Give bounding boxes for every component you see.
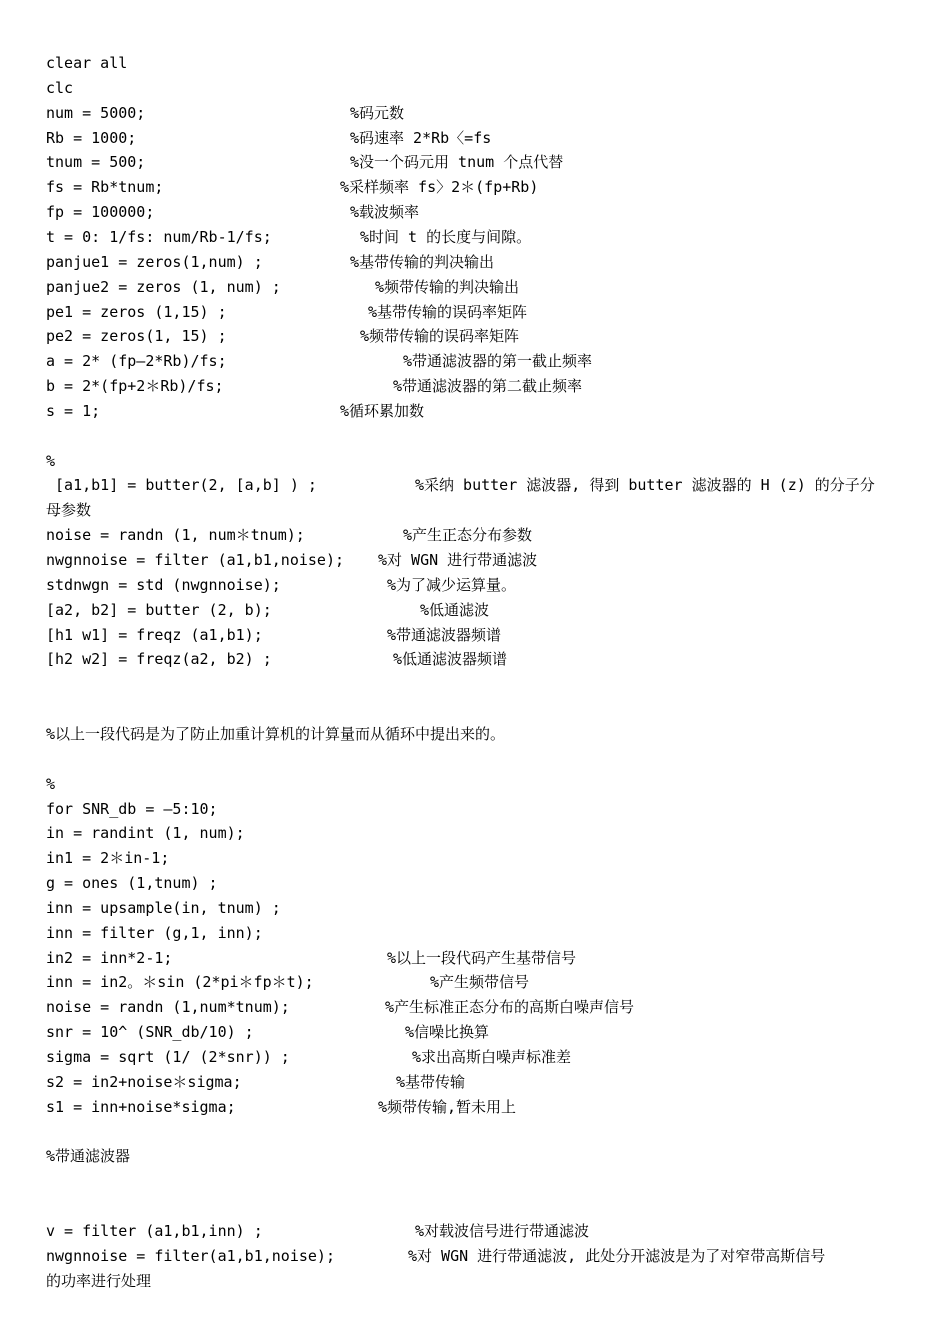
code-comment: %带通滤波器的第一截止频率 bbox=[403, 352, 593, 371]
code-line bbox=[46, 823, 930, 843]
code-line bbox=[46, 972, 930, 992]
code-text: fp = 100000; bbox=[46, 203, 155, 222]
code-comment: %没一个码元用 tnum 个点代替 bbox=[350, 153, 564, 172]
code-text: panjue1 = zeros(1,num) ; bbox=[46, 252, 263, 271]
code-comment: %载波频率 bbox=[350, 203, 420, 222]
code-line bbox=[46, 78, 930, 98]
code-text: inn = in2。＊sin (2*pi＊fp＊t); bbox=[46, 973, 314, 992]
code-line bbox=[46, 1072, 930, 1092]
code-comment: %码速率 2*Rb〈=fs bbox=[350, 128, 492, 147]
code-line bbox=[46, 426, 930, 446]
code-text: %带通滤波器 bbox=[46, 1147, 131, 1166]
code-text: %以上一段代码是为了防止加重计算机的计算量而从循环中提出来的。 bbox=[46, 724, 506, 743]
code-comment: %频带传输的误码率矩阵 bbox=[360, 327, 520, 346]
code-line bbox=[46, 724, 930, 744]
code-text: panjue2 = zeros (1, num) ; bbox=[46, 277, 281, 296]
code-text: noise = randn (1, num＊tnum); bbox=[46, 526, 305, 545]
code-text: tnum = 500; bbox=[46, 153, 146, 172]
code-line bbox=[46, 948, 930, 968]
code-line bbox=[46, 202, 930, 222]
code-text: g = ones (1,tnum) ; bbox=[46, 874, 218, 893]
code-text: sigma = sqrt (1/ (2*snr)) ; bbox=[46, 1048, 290, 1066]
code-comment: %带通滤波器的第二截止频率 bbox=[393, 377, 583, 396]
code-comment: %低通滤波 bbox=[420, 600, 490, 619]
code-line bbox=[46, 873, 930, 893]
code-line bbox=[46, 177, 930, 197]
code-text: inn = filter (g,1, inn); bbox=[46, 923, 263, 942]
code-text: v = filter (a1,b1,inn) ; bbox=[46, 1221, 263, 1240]
code-text: [a2, b2] = butter (2, b); bbox=[46, 600, 272, 619]
code-comment: %为了减少运算量。 bbox=[387, 575, 517, 594]
code-text: pe1 = zeros (1,15) ; bbox=[46, 302, 227, 321]
code-comment: %产生标准正态分布的高斯白噪声信号 bbox=[385, 998, 635, 1017]
code-comment: %产生正态分布参数 bbox=[403, 526, 533, 545]
code-line bbox=[46, 475, 930, 495]
code-line bbox=[46, 848, 930, 868]
code-text: Rb = 1000; bbox=[46, 128, 137, 147]
code-line bbox=[46, 1196, 930, 1216]
code-line bbox=[46, 302, 930, 322]
code-line bbox=[46, 128, 930, 148]
document-page: clear all clc num = 5000; %码元数 Rb = 1000; %码速率 2*Rb〈=fs tnum = 500; %没一个码元用 tnum 个点代替 fs = Rb*tnum; %采样频率 fs〉2＊(fp+Rb) fp = 100000; %载波频率 t = 0: 1/fs: num/Rb-1/fs; %时间 t 的长度与间隙。 panjue1 = zeros(1,num) ; %基带传输的判决输出 panjue2 = zeros (1, num) ; %频带传输的判决输出 pe1 = zeros (1,15) ; %基带传输的误码率矩阵 pe2 = zeros(1, 15) ; %频带传输的误码率矩阵 a = 2* (fp—2*Rb)/fs; %带通滤波器的第一截止频率 b = 2*(fp+2＊Rb)/fs; %带通滤波器的第二截止频率 s = 1; %循环累加数 % [a1,b1] = butter(2, [a,b] ) ; %采纳 butter 滤波器, 得到 butter 滤波器的 H (z) 的分子分 母参数 noise = randn (1, num＊tnum); %产生正态分布参数 nwgnnoise = filter (a1,b1,noise); %对 WGN 进行带通滤波 stdnwgn = std (nwgnnoise); %为了减少运算量。 [a2, b2] = butter (2, b); %低通滤波 [h1 w1] = freqz (a1,b1); %带通滤波器频谱 [h2 w2] = freqz(a2, b2) ; %低通滤波器频谱 %以上一段代码是为了防止加重计算机的计算量而从循环中提出来的。 % for SNR_db = —5:10; in = randint (1, num); in1 = 2＊in-1; g = ones (1,tnum) ; inn = upsample(in, tnum) ; inn = filter (g,1, inn); in2 = inn*2-1; %以上一段代码产生基带信号 inn = in2。＊sin (2*pi＊fp＊t); %产生频带信号 noise = randn (1,num*tnum); %产生标准正态分布的高斯白噪声信号 snr = 10^ (SNR_db/10) ; %信噪比换算 sigma = sqrt (1/ (2*snr)) ; %求出高斯白噪声标准差 s2 = in2+noise＊sigma; %基带传输 s1 = inn+noise*sigma; %频带传输,暂未用上 %带通滤波器 v = filter (a1,b1,inn) ; %对载波信号进行带通滤波 nwgnnoise = filter(a1,b1,noise); %对 WGN 进行带通滤波, 此处分开滤波是为了对窄带高斯信号 的功率进行处理 bbox=[0, 0, 950, 1344]
code-text: b = 2*(fp+2＊Rb)/fs; bbox=[46, 377, 224, 396]
code-comment: %基带传输的判决输出 bbox=[350, 252, 495, 271]
code-line bbox=[46, 649, 930, 669]
code-text: for SNR_db = —5:10; bbox=[46, 799, 218, 818]
code-comment: %产生频带信号 bbox=[430, 973, 530, 992]
code-text: % bbox=[46, 451, 56, 470]
code-line bbox=[46, 1022, 930, 1042]
code-text: s1 = inn+noise*sigma; bbox=[46, 1097, 236, 1116]
code-line bbox=[46, 674, 930, 694]
code-line bbox=[46, 749, 930, 769]
code-comment: %对 WGN 进行带通滤波, 此处分开滤波是为了对窄带高斯信号 bbox=[408, 1246, 826, 1265]
code-comment: %带通滤波器频谱 bbox=[387, 625, 502, 644]
code-comment: %频带传输的判决输出 bbox=[375, 277, 520, 296]
code-line bbox=[46, 1146, 930, 1166]
code-line bbox=[46, 799, 930, 819]
code-comment: %频带传输,暂未用上 bbox=[378, 1097, 517, 1116]
code-line bbox=[46, 525, 930, 545]
code-text: t = 0: 1/fs: num/Rb-1/fs; bbox=[46, 227, 272, 246]
code-text: clear all bbox=[46, 54, 128, 72]
code-line bbox=[46, 923, 930, 943]
code-comment: %以上一段代码产生基带信号 bbox=[387, 948, 577, 967]
code-text: a = 2* (fp—2*Rb)/fs; bbox=[46, 352, 227, 371]
code-text: s2 = in2+noise＊sigma; bbox=[46, 1072, 242, 1091]
code-line bbox=[46, 53, 930, 73]
code-line bbox=[46, 1047, 930, 1067]
code-text: noise = randn (1,num*tnum); bbox=[46, 998, 290, 1017]
code-line bbox=[46, 152, 930, 172]
code-comment: %基带传输 bbox=[396, 1072, 466, 1091]
code-text: in = randint (1, num); bbox=[46, 824, 245, 843]
code-comment: %采纳 butter 滤波器, 得到 butter 滤波器的 H (z) 的分子分 bbox=[415, 476, 875, 495]
code-line bbox=[46, 376, 930, 396]
code-comment: %基带传输的误码率矩阵 bbox=[368, 302, 528, 321]
code-line bbox=[46, 1171, 930, 1191]
code-line bbox=[46, 1097, 930, 1117]
code-comment: %循环累加数 bbox=[340, 401, 425, 420]
code-comment: %对 WGN 进行带通滤波 bbox=[378, 551, 538, 569]
code-text: clc bbox=[46, 78, 74, 97]
code-text: num = 5000; bbox=[46, 103, 146, 122]
code-line bbox=[46, 103, 930, 123]
code-line bbox=[46, 401, 930, 421]
code-text: [h1 w1] = freqz (a1,b1); bbox=[46, 625, 263, 644]
code-line bbox=[46, 227, 930, 247]
code-line bbox=[46, 774, 930, 794]
code-text: [a1,b1] = butter(2, [a,b] ) ; bbox=[46, 476, 317, 495]
code-line bbox=[46, 252, 930, 272]
code-line bbox=[46, 699, 930, 719]
code-line bbox=[46, 1122, 930, 1142]
code-text: [h2 w2] = freqz(a2, b2) ; bbox=[46, 650, 272, 669]
code-text: in1 = 2＊in-1; bbox=[46, 849, 170, 868]
code-line bbox=[46, 898, 930, 918]
code-line bbox=[46, 625, 930, 645]
code-line bbox=[46, 550, 930, 570]
code-comment: %求出高斯白噪声标准差 bbox=[412, 1048, 572, 1066]
code-text: nwgnnoise = filter (a1,b1,noise); bbox=[46, 551, 345, 569]
code-text: inn = upsample(in, tnum) ; bbox=[46, 898, 281, 917]
code-comment: %码元数 bbox=[350, 103, 405, 122]
code-line bbox=[46, 326, 930, 346]
code-text: pe2 = zeros(1, 15) ; bbox=[46, 327, 227, 346]
code-line bbox=[46, 1246, 930, 1266]
code-text: snr = 10^ (SNR_db/10) ; bbox=[46, 1023, 254, 1042]
code-line bbox=[46, 1221, 930, 1241]
code-line bbox=[46, 277, 930, 297]
code-line bbox=[46, 451, 930, 471]
code-text: s = 1; bbox=[46, 401, 101, 420]
code-comment: %时间 t 的长度与间隙。 bbox=[360, 227, 532, 246]
code-line bbox=[46, 351, 930, 371]
code-text: stdnwgn = std (nwgnnoise); bbox=[46, 575, 281, 594]
code-comment: %低通滤波器频谱 bbox=[393, 650, 508, 669]
code-line bbox=[46, 575, 930, 595]
code-comment: %对载波信号进行带通滤波 bbox=[415, 1221, 590, 1240]
code-text: nwgnnoise = filter(a1,b1,noise); bbox=[46, 1246, 335, 1265]
code-comment: %采样频率 fs〉2＊(fp+Rb) bbox=[340, 178, 539, 197]
code-text: fs = Rb*tnum; bbox=[46, 178, 164, 197]
code-text: in2 = inn*2-1; bbox=[46, 948, 173, 967]
code-text: % bbox=[46, 774, 56, 793]
code-line bbox=[46, 600, 930, 620]
code-comment: %信噪比换算 bbox=[405, 1023, 490, 1042]
code-line bbox=[46, 997, 930, 1017]
